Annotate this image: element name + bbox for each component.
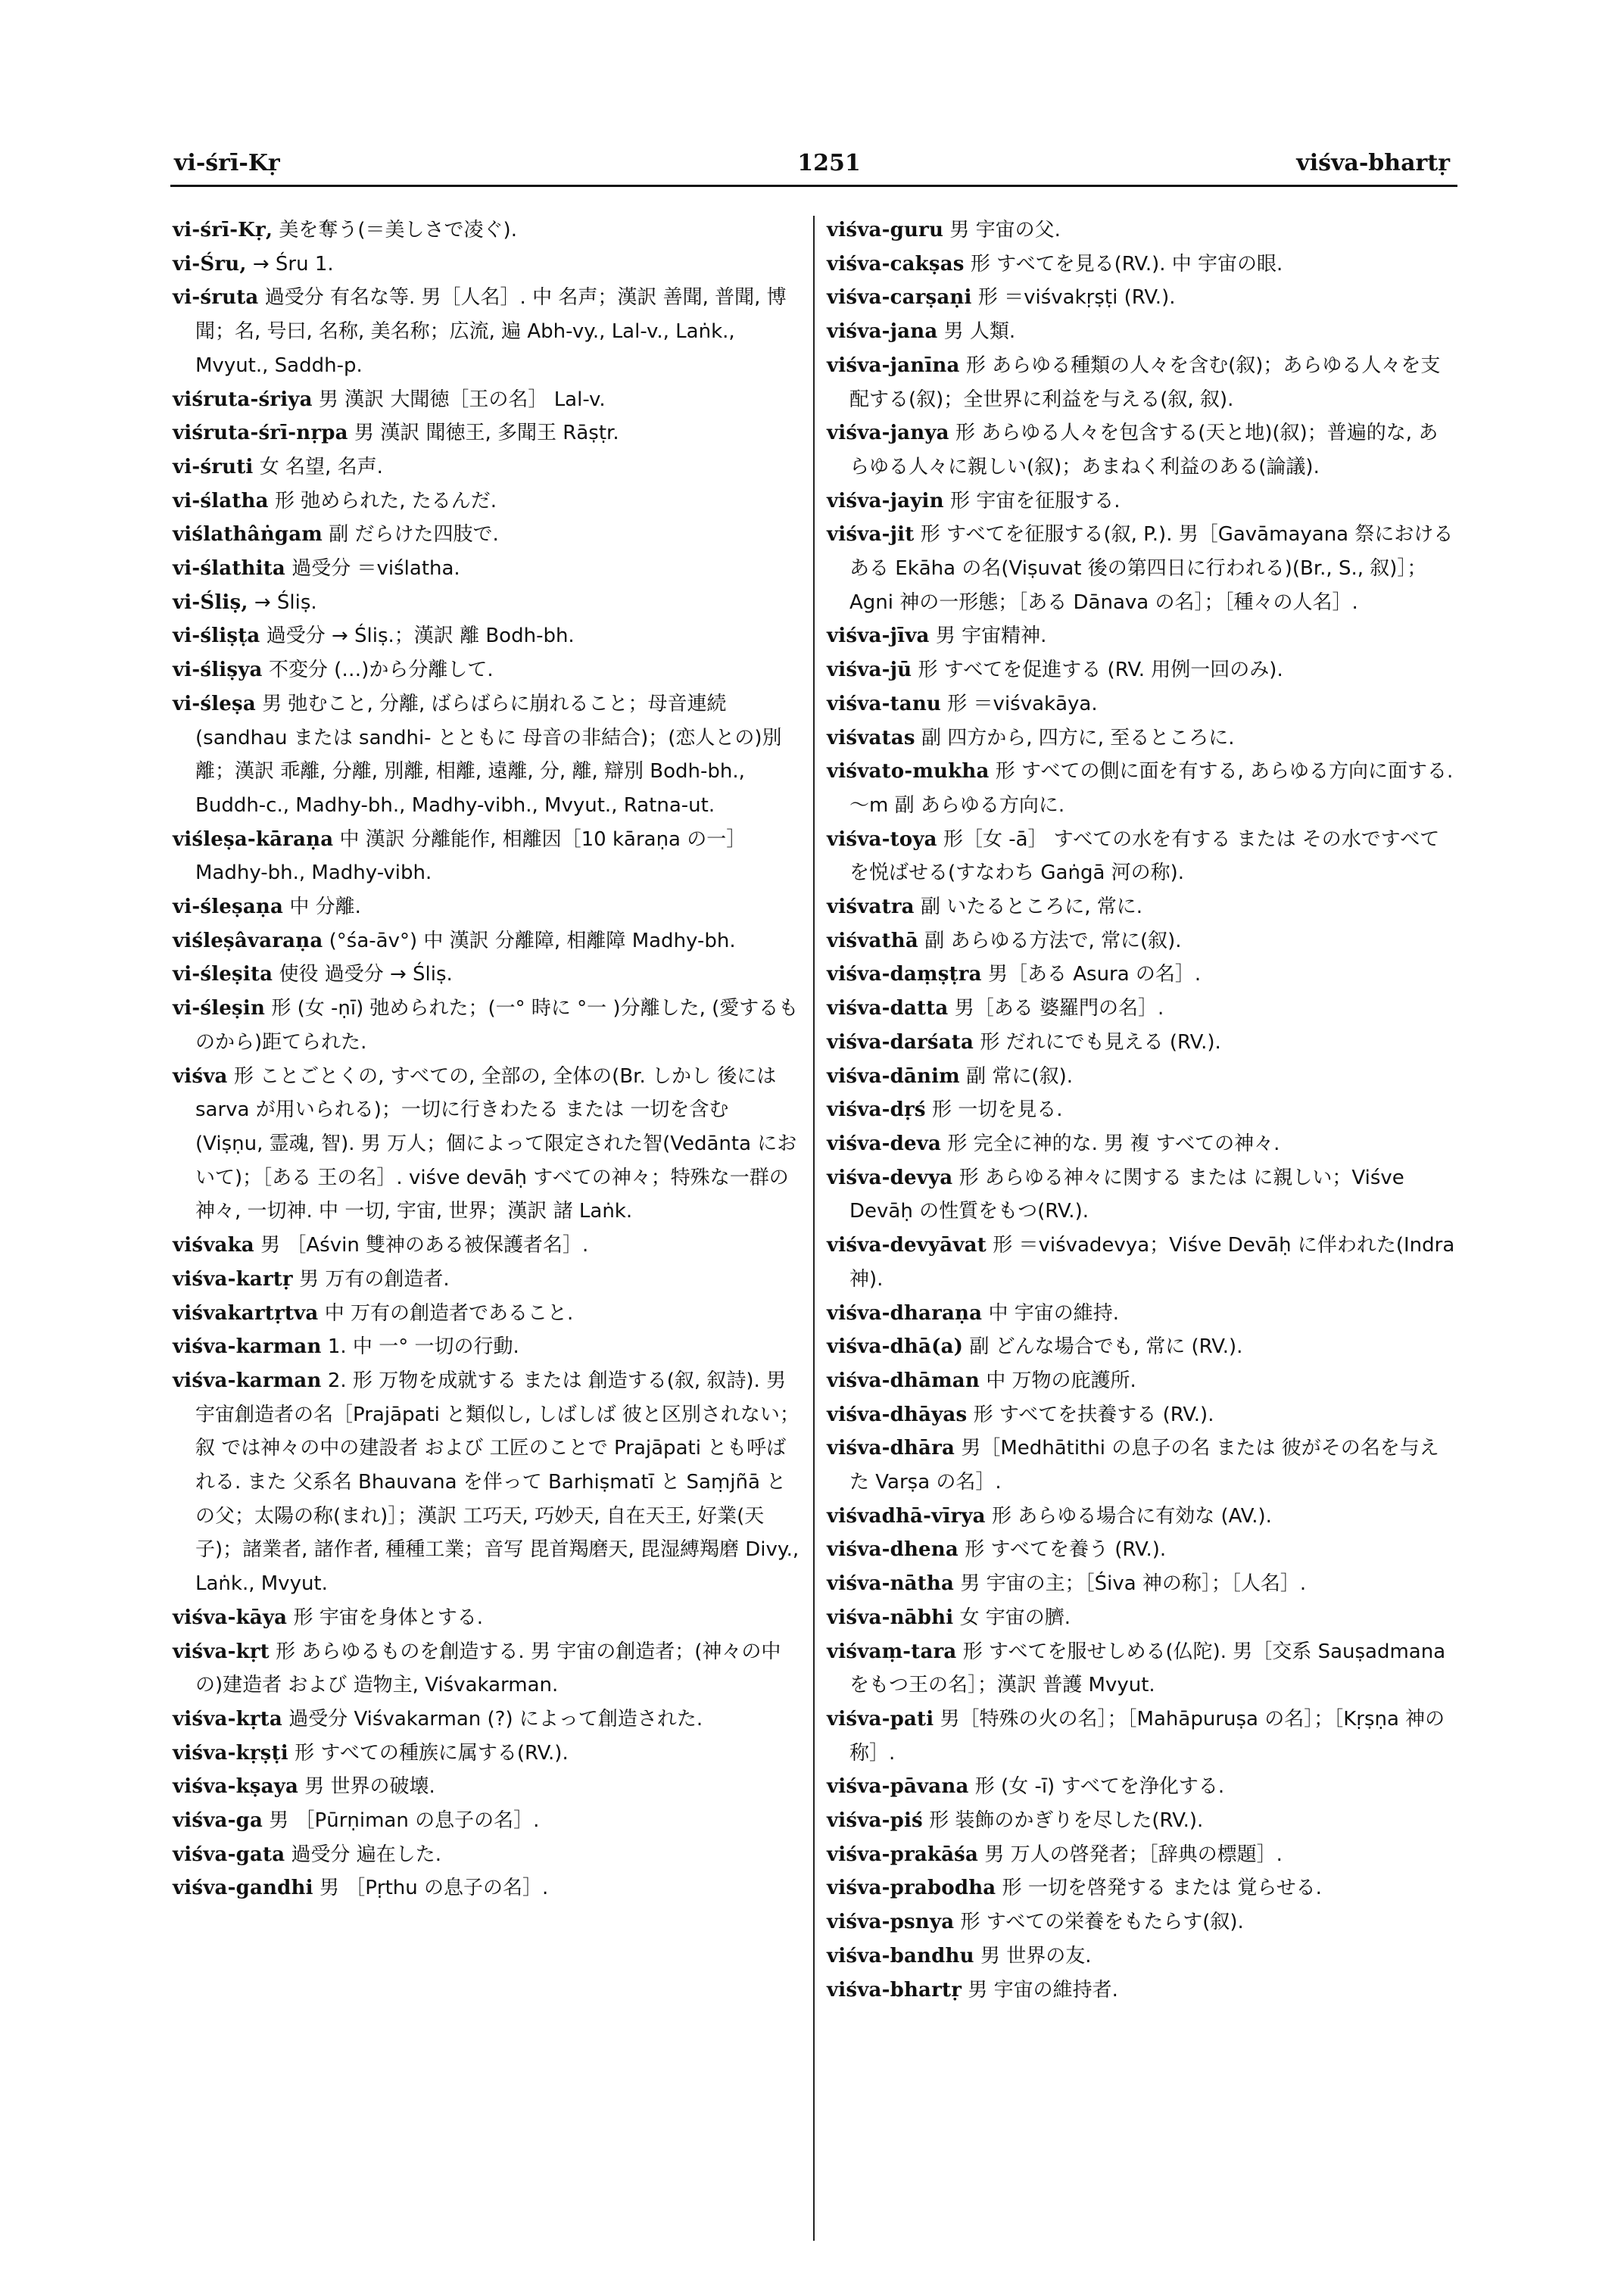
entry-definition: 男 ［Pūrṇiman の息子の名］. (269, 1809, 540, 1833)
dictionary-entry (173, 213, 801, 248)
entry-headword: viśva-datta (827, 997, 949, 1020)
dictionary-entry (827, 1703, 1457, 1770)
dictionary-entry (827, 315, 1457, 349)
entry-headword: viśva-dhāman (827, 1369, 980, 1392)
dictionary-entry (827, 1297, 1457, 1331)
entry-headword: viśva-darśata (827, 1030, 974, 1054)
header-rule (170, 185, 1457, 187)
entry-headword: viśva-jayin (827, 489, 944, 512)
dictionary-entry (827, 1093, 1457, 1127)
entry-definition: 過受分 Viśvakarman (?) によって創造された. (288, 1707, 703, 1731)
entry-definition: 形 すべての側に面を有する, あらゆる方向に面する. ～m 副 あらゆる方向に. (849, 760, 1454, 817)
dictionary-entry (173, 958, 801, 992)
dictionary-entry (173, 619, 801, 653)
entry-definition: 過受分 ＝viślatha. (291, 557, 460, 581)
entry-definition: 女 宇宙の臍. (959, 1606, 1071, 1629)
entry-headword: viśva-gandhi (173, 1877, 313, 1900)
entry-headword: viśva-jīva (827, 625, 930, 648)
dictionary-entry (173, 1263, 801, 1297)
entry-definition: 形 あらゆるものを創造する. 男 宇宙の創造者；(神々の中の)建造者 および 造物主, Viśvakarman. (195, 1640, 781, 1697)
entry-definition: 形 すべてを征服する(叙, P.). 男［Gavāmayana 祭における ある Ekāha の名(Viṣuvat 後の第四日に行われる)(Br., S., 叙)］；Agni 神の一形態；［ある Dānava の名］；［種々の人名］. (849, 523, 1454, 614)
dictionary-entry (173, 450, 801, 484)
entry-definition: 男 ［Pṛthu の息子の名］. (319, 1877, 549, 1900)
dictionary-entry (173, 992, 801, 1059)
entry-definition: 形 あらゆる神々に関する または に親しい；Viśve Devāḥ の性質をもつ(RV.). (849, 1166, 1404, 1223)
dictionary-entry (827, 890, 1457, 924)
dictionary-entry (173, 1635, 801, 1703)
entry-definition: 形 すべての栄養をもたらす(叙). (960, 1911, 1244, 1934)
entry-headword: viśruta-śrī-nṛpa (173, 422, 348, 445)
entry-headword: viśva-dhena (827, 1538, 959, 1562)
entry-definition: → Śliṣ. (254, 590, 317, 614)
entry-definition: 過受分 → Śliṣ.；漢訳 離 Bodh-bh. (266, 625, 575, 648)
entry-definition: 男 万有の創造者. (299, 1267, 450, 1291)
entry-definition: 形 (女 -ṇī) 弛められた；(一° 時に °一 )分離した, (愛するものから)距てられた. (195, 997, 799, 1054)
entry-definition: 女 名望, 名声. (259, 455, 383, 478)
entry-headword: viśvathā (827, 929, 918, 952)
entry-definition: 副 あらゆる方法で, 常に(叙). (924, 929, 1182, 952)
dictionary-entry (827, 1838, 1457, 1872)
entry-definition: 形 完全に神的な. 男 複 すべての神々. (947, 1132, 1280, 1155)
entry-definition: 過受分 遍在した. (291, 1843, 442, 1866)
entry-headword: viśva-jit (827, 523, 915, 547)
entry-definition: 副 どんな場合でも, 常に (RV.). (969, 1335, 1243, 1359)
entry-headword: viśva-psnya (827, 1911, 955, 1934)
entry-definition: 副 いたるところに, 常に. (921, 896, 1143, 919)
entry-headword: viśva-ga (173, 1809, 263, 1833)
entry-headword: vi-śrī-Kṛ, (173, 219, 273, 241)
entry-definition: 形 あらゆる種類の人々を含む(叙)；あらゆる人々を支配する(叙)；全世界に利益を与える(叙, 叙). (849, 354, 1441, 411)
dictionary-entry (173, 924, 801, 958)
entry-headword: vi-śruti (173, 455, 254, 478)
dictionary-entry (173, 1737, 801, 1771)
dictionary-entry (173, 1703, 801, 1737)
entry-headword: vi-Śliṣ, (173, 590, 248, 614)
entry-headword: viśva-dharaṇa (827, 1301, 983, 1325)
entry-headword: viśvaka (173, 1234, 254, 1257)
dictionary-entry (173, 1330, 801, 1364)
entry-definition: 形 ＝viśvakāya. (947, 692, 1098, 715)
entry-headword: viśva-toya (827, 827, 937, 851)
entry-definition: 男［ある Asura の名］. (987, 963, 1202, 986)
dictionary-entry (827, 248, 1457, 282)
entry-headword: viśva-kāya (173, 1606, 288, 1629)
entry-headword: viśva-karman (173, 1335, 322, 1359)
dictionary-entry (173, 552, 801, 586)
entry-headword: viśva-dānim (827, 1064, 960, 1088)
entry-headword: viśvatas (827, 726, 915, 749)
dictionary-entry (173, 248, 801, 282)
entry-headword: viśvakartṛtva (173, 1301, 319, 1325)
dictionary-entry (173, 1297, 801, 1331)
entry-definition: 形 ことごとくの, すべての, 全部の, 全体の(Br. しかし 後にはsarva が用いられる)；一切に行きわたる または 一切を含む (Viṣṇu, 霊魂, 智). 男 万人；個によって限定された智(Vedānta において)；［ある 王の名］. viśve devāḥ すべての神々；特殊な一群の神々, 一切神. 中 一切, 宇宙, 世界；漢訳 諸 Laṅk. (195, 1064, 797, 1223)
entry-definition: 中 漢訳 分離能作, 相離因［10 kāraṇa の一］ Madhy-bh., Madhy-vibh. (195, 827, 747, 885)
entry-headword: vi-śleṣa (173, 692, 256, 715)
entry-definition: 形 すべてを養う (RV.). (965, 1538, 1167, 1562)
left-column (173, 213, 801, 1905)
dictionary-entry (827, 1770, 1457, 1804)
dictionary-entry (827, 349, 1457, 416)
entry-definition: → Śru 1. (252, 252, 334, 276)
dictionary-entry (827, 1533, 1457, 1567)
entry-headword: viśva-pati (827, 1707, 934, 1731)
entry-definition: 形 ＝viśvadevya；Viśve Devāḥ に伴われた(Indra 神). (849, 1234, 1455, 1291)
dictionary-entry (827, 1635, 1457, 1703)
dictionary-entry (827, 1601, 1457, 1635)
dictionary-entry (173, 1838, 801, 1872)
entry-definition: 男 宇宙の主；［Śiva 神の称］；［人名］. (960, 1572, 1307, 1596)
dictionary-entry (173, 687, 801, 823)
entry-headword: viśva-kṣaya (173, 1775, 299, 1799)
entry-definition: 過受分 有名な等. 男［人名］. 中 名声；漢訳 善聞, 普聞, 博聞；名, 号曰, 名称, 美名称；広流, 遍 Abh-vy., Lal-v., Laṅk., Mvyut., Saddh-p. (195, 286, 787, 377)
entry-headword: viśva-karman (173, 1369, 322, 1392)
entry-definition: 男 ［Aśvin 雙神のある被保護者名］. (260, 1234, 589, 1257)
entry-headword: viśleṣa-kāraṇa (173, 827, 334, 851)
entry-headword: viśruta-śriya (173, 388, 313, 411)
column-divider (813, 216, 815, 2241)
entry-definition: 中 万物の庇護所. (986, 1369, 1136, 1392)
entry-headword: viśva-pāvana (827, 1775, 969, 1799)
dictionary-entry (173, 281, 801, 382)
dictionary-entry (827, 1500, 1457, 1534)
dictionary-entry (827, 416, 1457, 484)
entry-headword: viśva-jū (827, 659, 912, 682)
dictionary-entry (827, 1905, 1457, 1939)
entry-headword: vi-śruta (173, 286, 259, 310)
dictionary-entry (173, 1770, 801, 1804)
entry-definition: 形 だれにでも見える (RV.). (980, 1030, 1221, 1054)
entry-headword: viślathâṅgam (173, 523, 323, 547)
entry-headword: viśvatra (827, 896, 915, 919)
entry-definition: 形 (女 -ī) すべてを浄化する. (974, 1775, 1225, 1799)
entry-definition: 男［特殊の火の名］；［Mahāpuruṣa の名］；［Kṛṣṇa 神の称］. (849, 1707, 1445, 1765)
entry-definition: 使役 過受分 → Śliṣ. (279, 963, 453, 986)
dictionary-entry (827, 653, 1457, 687)
entry-headword: viśva-bhartṛ (827, 1978, 962, 2002)
dictionary-entry (827, 992, 1457, 1026)
entry-headword: vi-śleṣaṇa (173, 896, 284, 919)
entry-definition: 中 分離. (289, 896, 361, 919)
entry-headword: vi-śleṣin (173, 997, 266, 1020)
page-number: 1251 (797, 150, 861, 176)
entry-headword: viśva-cakṣas (827, 252, 965, 276)
dictionary-entry (173, 416, 801, 450)
entry-definition: 美を奪う(＝美しさで凌ぐ). (279, 219, 517, 241)
dictionary-entry (173, 518, 801, 552)
entry-headword: viśva-prakāśa (827, 1843, 979, 1866)
entry-headword: viśva-kṛt (173, 1640, 270, 1663)
entry-headword: viśva-devyāvat (827, 1234, 987, 1257)
entry-headword: viśvaṃ-tara (827, 1640, 957, 1663)
entry-definition: 男［ある 婆羅門の名］. (954, 997, 1164, 1020)
entry-headword: viśva-carṣaṇi (827, 286, 972, 310)
entry-headword: viśva-kṛṣṭi (173, 1741, 288, 1765)
entry-headword: viśva-kartṛ (173, 1267, 293, 1291)
entry-definition: 中 宇宙の維持. (988, 1301, 1119, 1325)
dictionary-entry (827, 1567, 1457, 1601)
entry-definition: 男 世界の破壊. (304, 1775, 435, 1799)
right-column (827, 213, 1457, 2007)
dictionary-entry (173, 383, 801, 417)
running-head-right: viśva-bhartṛ (1296, 150, 1450, 176)
dictionary-entry (173, 484, 801, 519)
entry-definition: 形 ＝viśvakṛṣṭi (RV.). (977, 286, 1176, 310)
dictionary-entry (827, 1330, 1457, 1364)
entry-definition: 形 すべてを服せしめる(仏陀). 男［交系 Sauṣadmana をもつ王の名］；漢訳 普護 Mvyut. (849, 1640, 1446, 1697)
dictionary-entry (173, 1871, 801, 1905)
dictionary-entry (827, 1060, 1457, 1094)
dictionary-entry (827, 1939, 1457, 1974)
entry-headword: vi-Śru, (173, 252, 247, 276)
entry-headword: vi-śliṣya (173, 659, 263, 682)
entry-headword: viśva-guru (827, 219, 944, 241)
entry-definition: 男 宇宙の維持者. (968, 1978, 1118, 2002)
entry-headword: viśva-piś (827, 1809, 923, 1833)
dictionary-entry (827, 1871, 1457, 1905)
entry-headword: vi-śliṣṭa (173, 625, 260, 648)
dictionary-entry (827, 1398, 1457, 1432)
entry-definition: 形 すべての種族に属する(RV.). (295, 1741, 569, 1765)
dictionary-entry (827, 1229, 1457, 1296)
entry-definition: 副 だらけた四肢で. (329, 523, 499, 547)
entry-headword: viśva-tanu (827, 692, 942, 715)
entry-definition: 男 弛むこと, 分離, ばらばらに崩れること；母音連続 (sandhau または sandhi- とともに 母音の非結合)；(恋人との)別離；漢訳 乖離, 分離, 別離, 相離, 遠離, 分, 離, 辯別 Bodh-bh., Buddh-c., Madhy-bh., Madhy-vibh., Mvyut., Ratna-ut. (195, 692, 782, 817)
entry-definition: 2. 形 万物を成就する または 創造する(叙, 叙詩). 男 宇宙創造者の名［Prajāpati と類似し, しばしば 彼と区別されない；叙 では神々の中の建設者 および 工匠のことで Prajāpati とも呼ばれる. また 父系名 Bhauvana を伴って Barhiṣmatī と Saṃjñā との父；太陽の称(まれ)］；漢訳 工巧天, 巧妙天, 自在天王, 好業(天子)；諸業者, 諸作者, 種種工業；音写 毘首羯磨天, 毘湿縛羯磨 Divy., Laṅk., Mvyut. (195, 1369, 800, 1596)
entry-definition: 形 すべてを見る(RV.). 中 宇宙の眼. (970, 252, 1283, 276)
dictionary-entry (827, 281, 1457, 315)
entry-definition: 形 すべてを扶養する (RV.). (973, 1403, 1214, 1426)
entry-headword: viśva-daṃṣṭra (827, 963, 982, 986)
entry-definition: 形 一切を見る. (931, 1098, 1063, 1122)
dictionary-entry (173, 1229, 801, 1263)
entry-headword: viśva-kṛta (173, 1707, 282, 1731)
dictionary-entry (827, 213, 1457, 248)
entry-headword: viśva-gata (173, 1843, 285, 1866)
entry-definition: 1. 中 一° 一切の行動. (327, 1335, 519, 1359)
dictionary-entry (827, 518, 1457, 619)
entry-headword: viśva-jana (827, 320, 938, 344)
dictionary-entry (173, 1364, 801, 1601)
entry-definition: 形 あらゆる人々を包含する(天と地)(叙)；普遍的な, あらゆる人々に親しい(叙)；あまねく利益のある(論議). (849, 422, 1439, 478)
dictionary-entry (173, 653, 801, 687)
dictionary-entry (827, 721, 1457, 756)
entry-definition: 男 漢訳 大聞徳［王の名］ Lal-v. (318, 388, 606, 411)
dictionary-entry (827, 924, 1457, 958)
dictionary-entry (827, 687, 1457, 721)
entry-definition: 副 四方から, 四方に, 至るところに. (921, 726, 1235, 749)
entry-headword: viśva-nātha (827, 1572, 955, 1596)
running-head-left: vi-śrī-Kṛ (174, 150, 280, 176)
dictionary-entry (827, 958, 1457, 992)
entry-headword: viśva-deva (827, 1132, 942, 1155)
dictionary-entry (827, 1127, 1457, 1161)
entry-definition: 形 宇宙を身体とする. (293, 1606, 483, 1629)
entry-definition: 男 宇宙精神. (935, 625, 1047, 648)
entry-definition: 形 一切を啓発する または 覚らせる. (1002, 1877, 1322, 1900)
dictionary-entry (173, 1804, 801, 1838)
dictionary-entry (173, 586, 801, 620)
entry-definition: 男 万人の啓発者；［辞典の標題］. (984, 1843, 1283, 1866)
entry-headword: viśva-nābhi (827, 1606, 954, 1629)
entry-definition: 中 万有の創造者であること. (324, 1301, 574, 1325)
dictionary-entry (827, 1161, 1457, 1229)
entry-headword: viśvadhā-vīrya (827, 1504, 986, 1528)
dictionary-entry (827, 823, 1457, 890)
entry-headword: viśva-janīna (827, 354, 960, 377)
entry-definition: 男［Medhātithi の息子の名 または 彼がその名を与えた Varṣa の名］. (849, 1437, 1439, 1494)
entry-definition: 男 宇宙の父. (949, 219, 1061, 241)
entry-headword: viśva-prabodha (827, 1877, 996, 1900)
entry-headword: viśleṣâvaraṇa (173, 929, 323, 952)
entry-definition: 男 漢訳 聞徳王, 多聞王 Rāṣṭr. (354, 422, 619, 445)
entry-headword: viśva-dṛś (827, 1098, 926, 1122)
entry-headword: viśva (173, 1064, 228, 1088)
dictionary-entry (827, 1026, 1457, 1060)
entry-headword: vi-ślathita (173, 557, 285, 581)
dictionary-entry (827, 484, 1457, 519)
entry-definition: 形 装飾のかぎりを尽した(RV.). (929, 1809, 1204, 1833)
entry-definition: 男 世界の友. (980, 1944, 1092, 1967)
entry-definition: 形 弛められた, たるんだ. (274, 489, 497, 512)
entry-definition: 副 常に(叙). (966, 1064, 1073, 1088)
entry-definition: 形 宇宙を征服する. (949, 489, 1121, 512)
entry-headword: viśvato-mukha (827, 760, 990, 784)
entry-headword: vi-śleṣita (173, 963, 273, 986)
entry-headword: viśva-dhā(a) (827, 1335, 964, 1359)
dictionary-entry (173, 823, 801, 890)
entry-definition: (°śa-āv°) 中 漢訳 分離障, 相離障 Madhy-bh. (329, 929, 736, 952)
entry-definition: 不変分 (…)から分離して. (268, 659, 494, 682)
dictionary-entry (173, 1060, 801, 1229)
entry-headword: viśva-dhāyas (827, 1403, 968, 1426)
dictionary-entry (827, 1364, 1457, 1398)
dictionary-entry (827, 619, 1457, 653)
entry-headword: viśva-dhāra (827, 1437, 955, 1460)
entry-headword: viśva-devya (827, 1166, 953, 1189)
entry-definition: 男 人類. (943, 320, 1016, 344)
dictionary-entry (173, 890, 801, 924)
dictionary-entry (827, 755, 1457, 822)
entry-headword: viśva-bandhu (827, 1944, 974, 1967)
entry-definition: 形 あらゆる場合に有効な (AV.). (992, 1504, 1272, 1528)
entry-definition: 形［女 -ā］ すべての水を有する または その水ですべてを悦ばせる(すなわち Gaṅgā 河の称). (849, 827, 1440, 885)
dictionary-entry (827, 1804, 1457, 1838)
entry-headword: vi-ślatha (173, 489, 269, 512)
entry-headword: viśva-janya (827, 422, 949, 445)
dictionary-entry (827, 1432, 1457, 1499)
dictionary-entry (827, 1974, 1457, 2008)
entry-definition: 形 すべてを促進する (RV. 用例一回のみ). (918, 659, 1283, 682)
dictionary-entry (173, 1601, 801, 1635)
